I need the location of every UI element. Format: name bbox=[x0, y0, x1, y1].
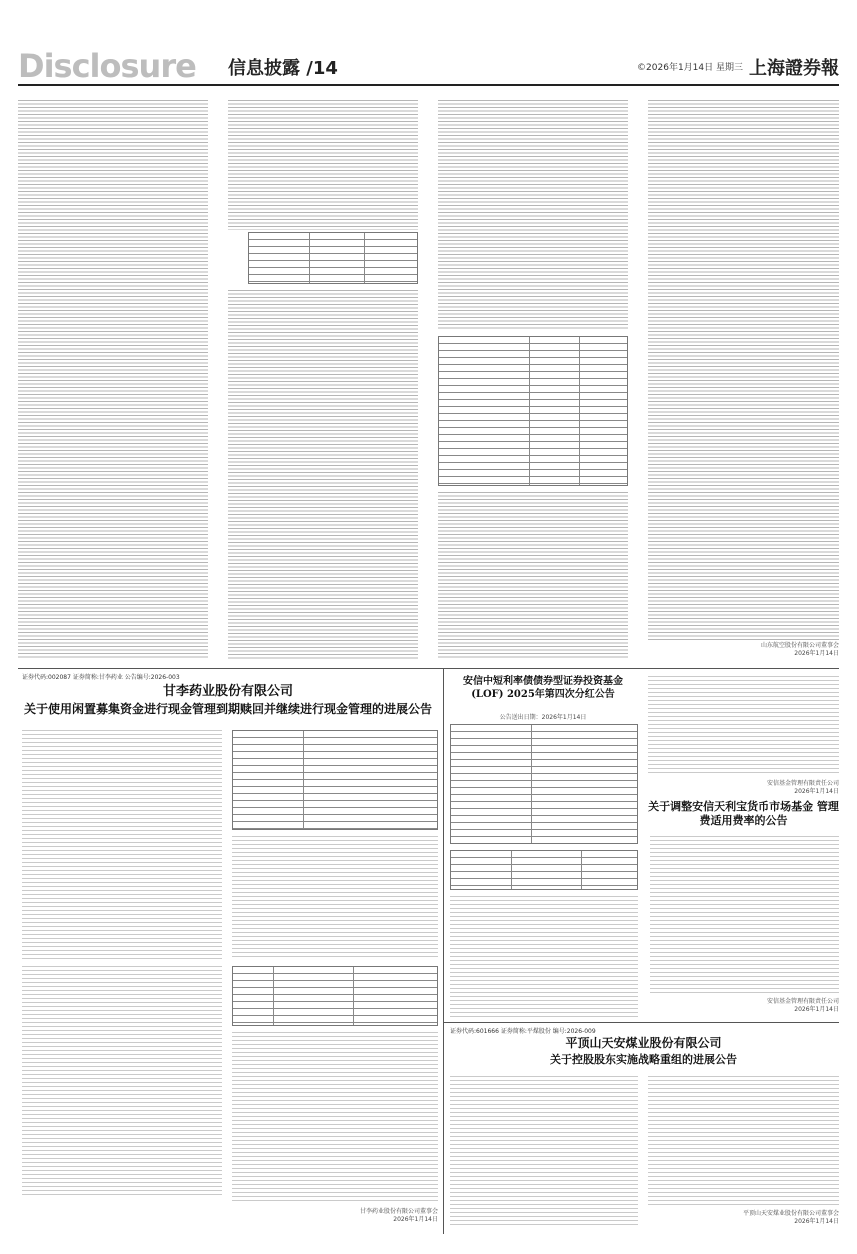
top-signature bbox=[680, 642, 839, 658]
left-ann-signature-company: 甘李药业股份有限公司董事会 bbox=[359, 1208, 438, 1215]
brand-logo: Disclosure bbox=[18, 47, 196, 85]
fee-ann-signature-date: 2026年1月14日 bbox=[794, 1006, 839, 1013]
coal-ann-col1 bbox=[450, 1076, 638, 1226]
fund-ann-signature-date: 2026年1月14日 bbox=[794, 788, 839, 795]
top-column-2 bbox=[228, 100, 418, 660]
top-table-2 bbox=[438, 336, 628, 486]
left-ann-col2-bottom bbox=[232, 1032, 438, 1202]
coal-ann-title: 关于控股股东实施战略重组的进展公告 bbox=[550, 1053, 737, 1066]
fund-ann-col2 bbox=[648, 676, 839, 776]
newspaper-name: 上海證券報 bbox=[749, 58, 839, 79]
fee-ann-title: 关于调整安信天利宝货币市场基金 管理费适用费率的公告 bbox=[648, 800, 839, 827]
section-title: 信息披露 /14 bbox=[228, 58, 338, 79]
left-ann-col1-top bbox=[22, 730, 222, 960]
left-ann-col2-top bbox=[232, 836, 438, 960]
top-table-1 bbox=[248, 232, 418, 284]
top-signature-company: 山东航空股份有限公司董事会 bbox=[760, 642, 839, 649]
fee-ann-signature-company: 安信基金管理有限责任公司 bbox=[766, 998, 839, 1005]
left-ann-company: 甘李药业股份有限公司 bbox=[162, 684, 293, 699]
left-ann-table-1 bbox=[232, 730, 438, 830]
masthead bbox=[18, 48, 839, 86]
coal-ann-signature bbox=[680, 1210, 839, 1226]
coal-ann-col2 bbox=[648, 1076, 839, 1206]
divider-horizontal bbox=[18, 668, 839, 669]
issue-date: ©2026年1月14日 星期三 bbox=[637, 63, 743, 73]
left-ann-title: 关于使用闲置募集资金进行现金管理到期赎回并继续进行现金管理的进展公告 bbox=[23, 702, 432, 716]
top-signature-date: 2026年1月14日 bbox=[794, 650, 839, 657]
coal-ann-signature-date: 2026年1月14日 bbox=[794, 1218, 839, 1225]
coal-ann-code: 证券代码:601666 证券简称:平煤股份 编号:2026-009 bbox=[450, 1028, 596, 1035]
fund-ann-date: 公告送出日期：2026年1月14日 bbox=[499, 714, 587, 721]
left-ann-table-2 bbox=[232, 966, 438, 1026]
left-ann-signature bbox=[280, 1208, 438, 1224]
fund-ann-title: 安信中短利率债债券型证券投资基金(LOF) 2025年第四次分红公告 bbox=[463, 676, 623, 700]
fund-ann-col1 bbox=[450, 896, 638, 1020]
left-ann-col1-bottom bbox=[22, 966, 222, 1196]
divider-coal bbox=[443, 1022, 839, 1023]
fund-ann-table-1 bbox=[450, 724, 638, 844]
left-ann-signature-date: 2026年1月14日 bbox=[393, 1216, 438, 1223]
top-column-4 bbox=[648, 100, 839, 640]
fund-ann-signature bbox=[680, 780, 839, 796]
fund-ann-signature-company: 安信基金管理有限责任公司 bbox=[766, 780, 839, 787]
fund-ann-table-2 bbox=[450, 850, 638, 890]
coal-ann-company: 平顶山天安煤业股份有限公司 bbox=[565, 1036, 722, 1050]
top-column-1 bbox=[18, 100, 208, 660]
divider-vertical bbox=[443, 668, 444, 1234]
coal-ann-signature-company: 平顶山天安煤业股份有限公司董事会 bbox=[742, 1210, 839, 1217]
fee-ann-body bbox=[650, 836, 839, 996]
fee-ann-signature bbox=[680, 998, 839, 1014]
top-column-3 bbox=[438, 100, 628, 660]
left-ann-code: 证券代码:002087 证券简称:甘李药业 公告编号:2026-003 bbox=[22, 674, 180, 681]
